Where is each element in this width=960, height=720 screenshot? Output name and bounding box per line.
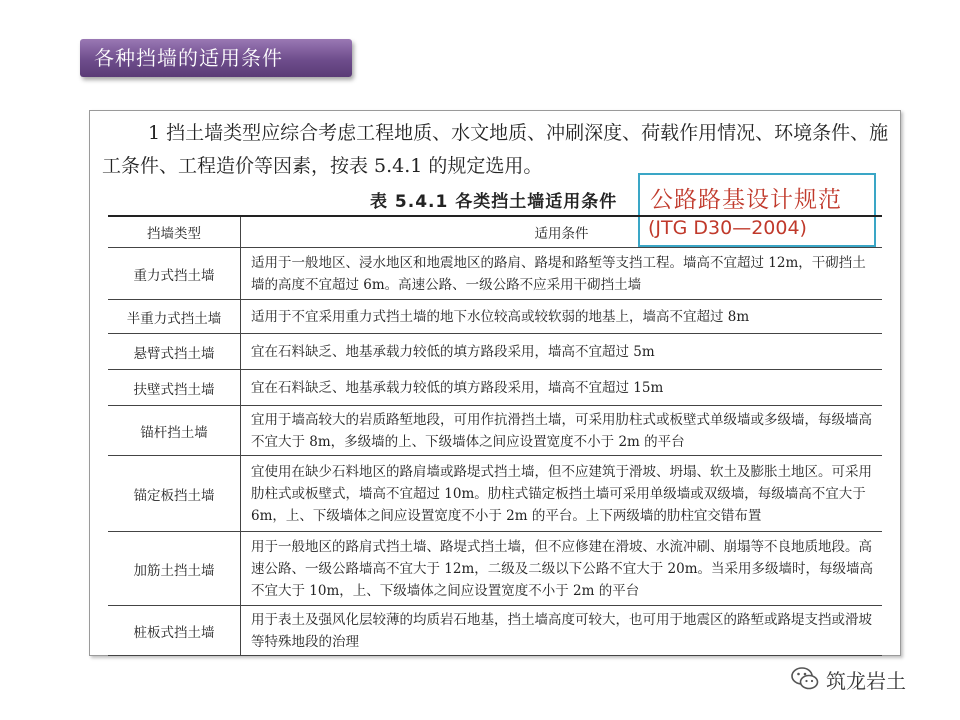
row-condition: 宜使用在缺少石料地区的路肩墙或路堤式挡土墙，但不应建筑于滑坡、坍塌、软土及膨胀土地区。可采用肋柱式或板壁式，墙高不宜超过 10m。肋柱式锚定板挡土墙可采用单级墙或双级墙，每级墙高不宜大于 6m，上、下级墙体之间应设置宽度不小于 2m 的平台。上下两级墙的肋柱宜交错布置 bbox=[241, 456, 883, 532]
document-excerpt bbox=[89, 110, 901, 656]
row-type: 加筋土挡土墙 bbox=[108, 532, 241, 606]
header-type: 挡墙类型 bbox=[108, 216, 241, 248]
row-type: 锚杆挡土墙 bbox=[108, 406, 241, 456]
row-condition: 适用于不宜采用重力式挡土墙的地下水位较高或较软弱的地基上，墙高不宜超过 8m bbox=[241, 300, 883, 334]
table-row bbox=[108, 300, 882, 334]
table-row bbox=[108, 606, 882, 656]
row-type: 悬臂式挡土墙 bbox=[108, 334, 241, 370]
table-row bbox=[108, 248, 882, 300]
row-type: 锚定板挡土墙 bbox=[108, 456, 241, 532]
row-condition: 适用于一般地区、浸水地区和地震地区的路肩、路堤和路堑等支挡工程。墙高不宜超过 12m，干砌挡土墙的高度不宜超过 6m。高速公路、一级公路不应采用干砌挡土墙 bbox=[241, 248, 883, 300]
slide-title: 各种挡墙的适用条件 bbox=[80, 39, 352, 77]
row-condition: 用于表土及强风化层较薄的均质岩石地基，挡土墙高度可较大，也可用于地震区的路堑或路堤支挡或滑坡等特殊地段的治理 bbox=[241, 606, 883, 656]
table-header-row bbox=[108, 216, 882, 248]
table-row bbox=[108, 370, 882, 406]
table-row bbox=[108, 456, 882, 532]
spec-code: (JTG D30—2004) bbox=[648, 217, 807, 239]
table-row bbox=[108, 532, 882, 606]
table-row bbox=[108, 334, 882, 370]
header-condition: 适用条件 bbox=[241, 216, 883, 248]
retaining-wall-table bbox=[108, 215, 882, 656]
row-type: 重力式挡土墙 bbox=[108, 248, 241, 300]
intro-text: 1 挡土墙类型应综合考虑工程地质、水文地质、冲刷深度、荷载作用情况、环境条件、施工条件、工程造价等因素，按表 5.4.1 的规定选用。 bbox=[102, 122, 889, 177]
table-row bbox=[108, 406, 882, 456]
row-condition: 用于一般地区的路肩式挡土墙、路堤式挡土墙，但不应修建在滑坡、水流冲刷、崩塌等不良地质地段。高速公路、一级公路墙高不宜大于 12m，二级及二级以下公路不宜大于 20m。当采用多级墙时，每级墙高不宜大于 10m，上、下级墙体之间应设置宽度不小于 2m 的平台 bbox=[241, 532, 883, 606]
wechat-icon bbox=[790, 666, 820, 692]
spec-name: 公路路基设计规范 bbox=[650, 187, 842, 213]
row-condition: 宜在石料缺乏、地基承载力较低的填方路段采用，墙高不宜超过 5m bbox=[241, 334, 883, 370]
watermark-text: 筑龙岩土 bbox=[826, 668, 906, 693]
row-condition: 宜在石料缺乏、地基承载力较低的填方路段采用，墙高不宜超过 15m bbox=[241, 370, 883, 406]
table-caption: 表 5.4.1 各类挡土墙适用条件 bbox=[370, 192, 618, 212]
row-type: 桩板式挡土墙 bbox=[108, 606, 241, 656]
watermark bbox=[790, 664, 906, 694]
row-type: 扶壁式挡土墙 bbox=[108, 370, 241, 406]
row-type: 半重力式挡土墙 bbox=[108, 300, 241, 334]
row-condition: 宜用于墙高较大的岩质路堑地段，可用作抗滑挡土墙，可采用肋柱式或板壁式单级墙或多级墙，每级墙高不宜大于 8m，多级墙的上、下级墙体之间应设置宽度不小于 2m 的平台 bbox=[241, 406, 883, 456]
